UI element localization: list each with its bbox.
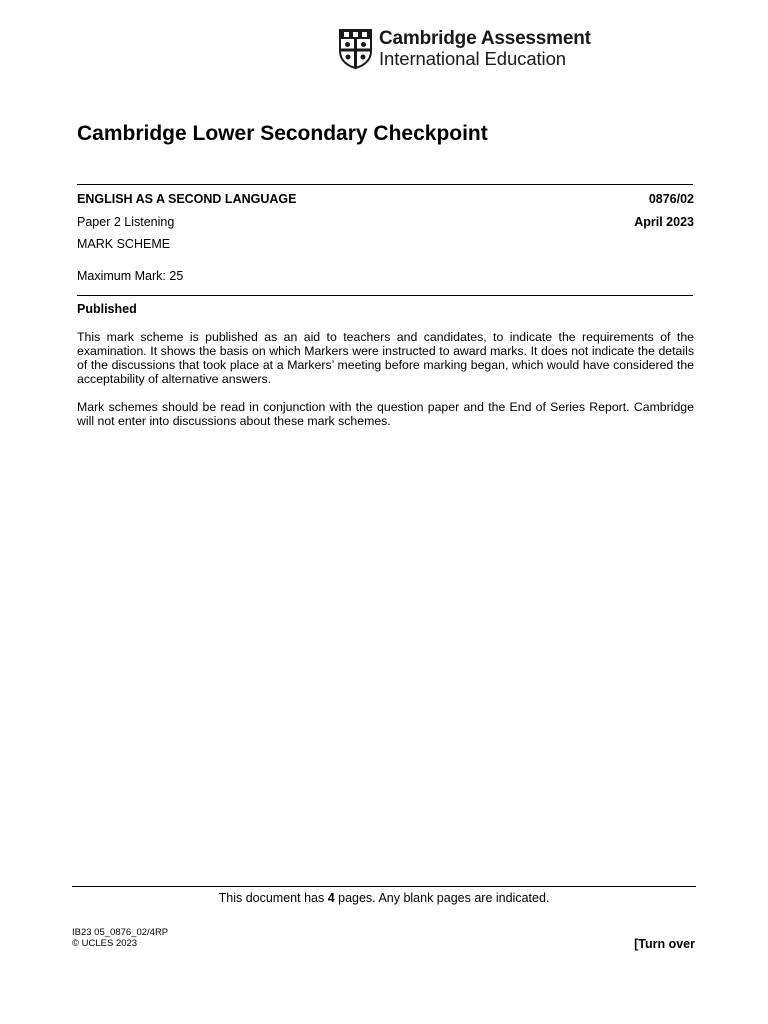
document-type: MARK SCHEME bbox=[77, 237, 171, 251]
published-paragraph-2: Mark schemes should be read in conjunction with the question paper and the End of Series Report. Cambridge will not enter into discussions about these mark schemes. bbox=[77, 400, 694, 428]
page-count-number: 4 bbox=[327, 891, 335, 905]
published-paragraph-1: This mark scheme is published as an aid to teachers and candidates, to indicate the requirements of the examination. It shows the basis on which Markers were instructed to award marks. It does not indicate the details of the discussions that took place at a Markers’ meeting before marking began, which would have considered the acceptability of alternative answers. bbox=[77, 330, 694, 386]
maximum-mark: Maximum Mark: 25 bbox=[77, 269, 184, 283]
exam-date: April 2023 bbox=[634, 215, 694, 229]
org-name bbox=[379, 29, 591, 69]
page-count-prefix: This document has bbox=[218, 891, 328, 905]
turn-over-label: [Turn over bbox=[634, 937, 695, 951]
document-reference: IB23 05_0876_02/4RP bbox=[72, 927, 169, 938]
mid-divider bbox=[77, 295, 693, 296]
top-divider bbox=[77, 184, 693, 185]
subject-name: ENGLISH AS A SECOND LANGUAGE bbox=[77, 192, 297, 206]
cambridge-shield-icon bbox=[339, 29, 372, 69]
footer-divider bbox=[72, 886, 696, 887]
subject-code: 0876/02 bbox=[648, 192, 694, 206]
page-count-suffix: pages. Any blank pages are indicated. bbox=[334, 891, 550, 905]
page-count-note bbox=[0, 891, 768, 905]
page-title: Cambridge Lower Secondary Checkpoint bbox=[77, 122, 488, 145]
org-name-line1: Cambridge Assessment bbox=[379, 28, 591, 49]
copyright-notice: © UCLES 2023 bbox=[72, 938, 138, 949]
header-logo bbox=[339, 29, 591, 69]
paper-name: Paper 2 Listening bbox=[77, 215, 175, 229]
org-name-line2: International Education bbox=[379, 48, 566, 69]
published-heading: Published bbox=[77, 302, 137, 316]
